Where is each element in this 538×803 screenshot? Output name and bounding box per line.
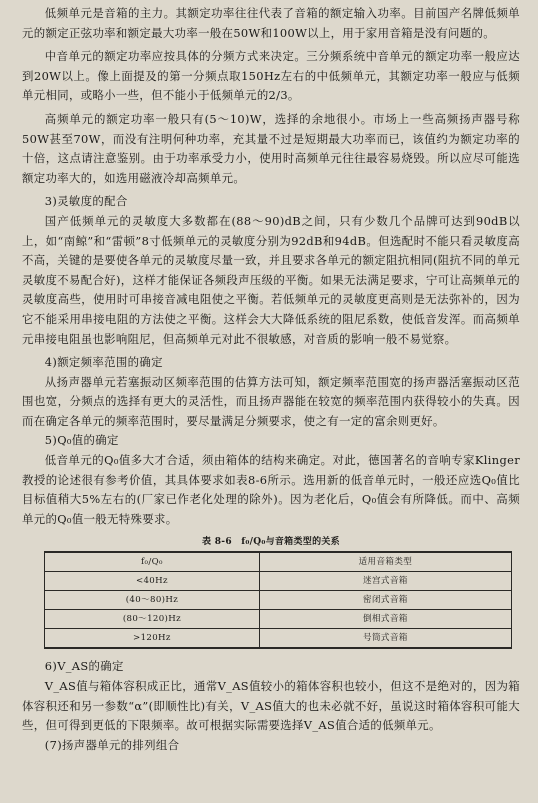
table-cell: (80～120)Hz (45, 610, 260, 629)
table-cell: 迷宫式音箱 (259, 572, 511, 591)
section-heading-q0: 5)Q₀值的确定 (44, 433, 119, 448)
table-header-cell: f₀/Q₀ (45, 552, 260, 572)
paragraph-sensitivity: 国产低频单元的灵敏度大多数都在(88～90)dB之间，只有少数几个品牌可达到90dB以上，如“南鲸”和“雷顿”8寸低频单元的灵敏度分别为92dB和94dB。但选配时不能只看灵敏度高不高，关键的是要使各单元的灵敏度尽量一致，并且要求各单元的额定阻抗相同(阻抗不同的单元灵敏度不易配合好)，这样才能保证各频段声压级的平衡。如果无法满足要求，宁可让高频单元的灵敏度高些，使用时可串接音减电阻使之平衡。若低频单元的灵敏度更高则是无法弥补的，因为它不能采用串接电阻的方法使之平衡。这样会大大降低系统的阻尼系数，使低音发浑。而高频单元串接电阻虽也影响阻尼，但高频单元对此不很敏感，对音质的影响一般不易觉察。 (22, 213, 520, 346)
section-heading-arrangement: (7)扬声器单元的排列组合 (44, 737, 180, 752)
paragraph-woofer-power: 低频单元是音箱的主力。其额定功率往往代表了音箱的额定输入功率。目前国产名牌低频单元的额定正弦功率和额定最大功率一般在50W和100W以上，用于家用音箱是没有问题的。 (22, 6, 520, 40)
section-heading-frequency-range: 4)额定频率范围的确定 (44, 355, 163, 370)
table-cell: (40～80)Hz (45, 591, 260, 610)
section-heading-vas: 6)V_AS的确定 (44, 659, 124, 674)
q0-enclosure-table (44, 551, 512, 649)
table-row (45, 610, 512, 629)
paragraph-frequency-range: 从扬声器单元若塞振动区频率范围的估算方法可知，额定频率范围宽的扬声器活塞振动区范围也宽，分频点的选择有更大的灵活性，而且扬声器能在较宽的频率范围内获得较小的失真。因而在确定各单元的频率范围时，要尽量满足分频要求，使之有一定的富余则更好。 (22, 374, 520, 428)
paragraph-midrange-power: 中音单元的额定功率应按具体的分频方式来决定。三分频系统中音单元的额定功率一般应达到20W以上。像上面提及的第一分频点取150Hz左右的中低频单元，其额定功率一般应与低频单元相同，或略小一些，但不能小于低频单元的2/3。 (22, 49, 520, 103)
section-heading-sensitivity: 3)灵敏度的配合 (44, 194, 128, 209)
table-row (45, 572, 512, 591)
table-header-cell: 适用音箱类型 (259, 552, 511, 572)
paragraph-q0: 低音单元的Q₀值多大才合适，须由箱体的结构来确定。对此，德国著名的音响专家Klinger教授的论述很有参考价值，其具体要求如表8-6所示。选用新的低音单元时，一般还应选Q₀值比目标值稍大5%左右的(厂家已作老化处理的除外)。因为老化后，Q₀值会有所降低。而中、高频单元的Q₀值一般无特殊要求。 (22, 453, 520, 526)
table-row (45, 629, 512, 649)
table-cell: 倒相式音箱 (259, 610, 511, 629)
table-cell: 号筒式音箱 (259, 629, 511, 649)
table-cell: >120Hz (45, 629, 260, 649)
table-cell: 密闭式音箱 (259, 591, 511, 610)
paragraph-vas: V_AS值与箱体容积成正比，通常V_AS值较小的箱体容积也较小，但这不是绝对的，因为箱体容积还和另一参数“α”(即顺性比)有关，V_AS值大的也未必就不好，虽说这时箱体容积可能大些，但可得到更低的下限频率。故可根据实际需要选择V_AS值合适的低频单元。 (22, 679, 520, 733)
table-cell: <40Hz (45, 572, 260, 591)
table-row (45, 591, 512, 610)
table-title: 表 8-6 f₀/Q₀与音箱类型的关系 (202, 537, 340, 548)
table-header-row (45, 552, 512, 572)
paragraph-tweeter-power: 高频单元的额定功率一般只有(5～10)W，选择的余地很小。市场上一些高频扬声器号称50W甚至70W，而没有注明何种功率，充其量不过是短期最大功率而已，该值约为额定功率的十倍，这点请注意鉴别。由于功率承受力小，使用时高频单元往往最容易烧毁。所以应尽可能选额定功率大的，如选用磁液冷却高频单元。 (22, 111, 520, 185)
